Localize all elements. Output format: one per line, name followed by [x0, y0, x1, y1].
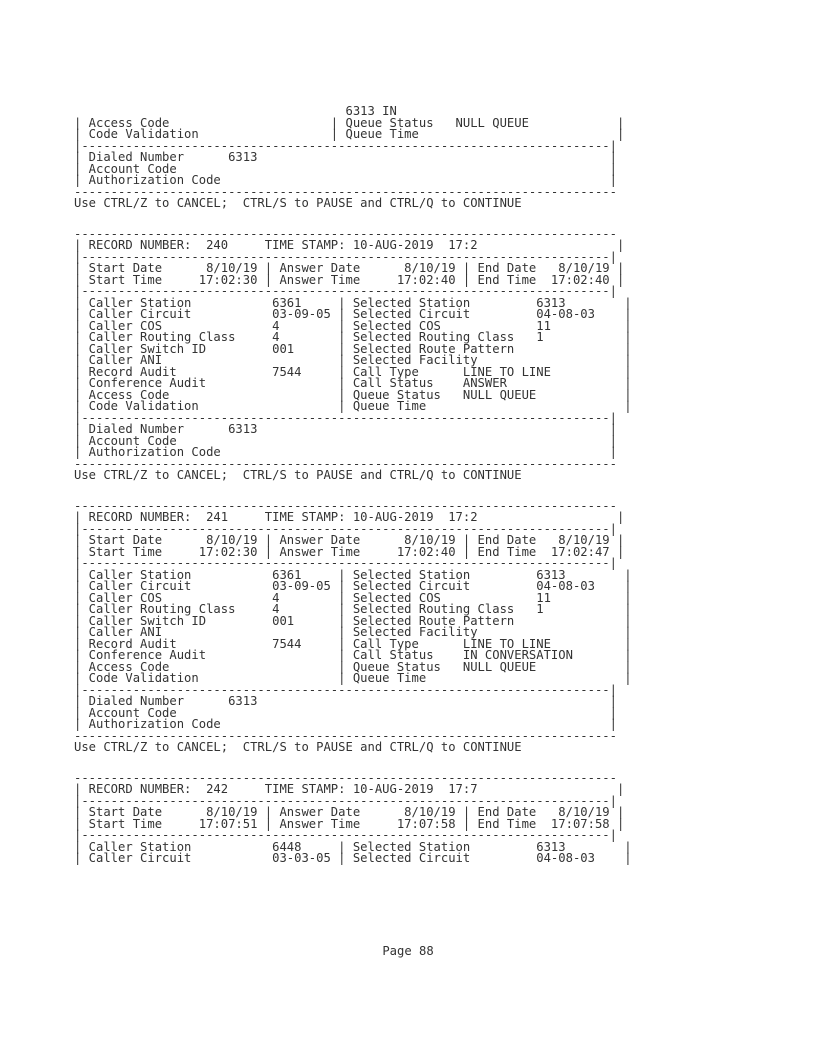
- ctrl-instructions: Use CTRL/Z to CANCEL; CTRL/S to PAUSE and CTRL/Q to CONTINUE: [74, 468, 522, 482]
- call-record-241: -------------------------------------------------------------------------- | RECORD NUMBER: 241 TIME STAMP: 10-AUG-2019 17:2 | |------------------------------------------------------------------------| | Start Date 8/10/19 | Answer Date 8/10/19 | End Date 8/10/19 | | Start Time 17:02:30 | Answer Time 17:02:40 | End Time 17:02:47 | |------------------------------------------------------------------------| | Caller Station 6361 | Selected Station 6313 | | Caller Circuit 03-09-05 | Selected Circuit 04-08-03 | | Caller COS 4 | Selected COS 11 | | Caller Routing Class 4 | Selected Routing Class 1 | | Caller Switch ID 001 | Selected Route Pattern | | Caller ANI | Selected Facility | | Record Audit 7544 | Call Type LINE TO LINE | | Conference Audit | Call Status IN CONVERSATION | | Access Code | Queue Status NULL QUEUE | | Code Validation | Queue Time | |------------------------------------------------------------------------| | Dialed Number 6313 | | Account Code | | Authorization Code | --------------------------------------------------------------------------: [74, 498, 632, 743]
- page-number: Page 88: [382, 944, 434, 958]
- call-record-240: -------------------------------------------------------------------------- | RECORD NUMBER: 240 TIME STAMP: 10-AUG-2019 17:2 | |------------------------------------------------------------------------| | Start Date 8/10/19 | Answer Date 8/10/19 | End Date 8/10/19 | | Start Time 17:02:30 | Answer Time 17:02:40 | End Time 17:02:40 | |------------------------------------------------------------------------| | Caller Station 6361 | Selected Station 6313 | | Caller Circuit 03-09-05 | Selected Circuit 04-08-03 | | Caller COS 4 | Selected COS 11 | | Caller Routing Class 4 | Selected Routing Class 1 | | Caller Switch ID 001 | Selected Route Pattern | | Caller ANI | Selected Facility | | Record Audit 7544 | Call Type LINE TO LINE | | Conference Audit | Call Status ANSWER | | Access Code | Queue Status NULL QUEUE | | Code Validation | Queue Time | |------------------------------------------------------------------------| | Dialed Number 6313 | | Account Code | | Authorization Code | --------------------------------------------------------------------------: [74, 226, 632, 471]
- ctrl-instructions: Use CTRL/Z to CANCEL; CTRL/S to PAUSE and CTRL/Q to CONTINUE: [74, 196, 522, 210]
- call-record-242: -------------------------------------------------------------------------- | RECORD NUMBER: 242 TIME STAMP: 10-AUG-2019 17:7 | |------------------------------------------------------------------------| | Start Date 8/10/19 | Answer Date 8/10/19 | End Date 8/10/19 | | Start Time 17:07:51 | Answer Time 17:07:58 | End Time 17:07:58 | |------------------------------------------------------------------------| | Caller Station 6448 | Selected Station 6313 | | Caller Circuit 03-03-05 | Selected Circuit 04-08-03 |: [74, 770, 632, 865]
- continued-record: 6313 IN | Access Code | Queue Status NULL QUEUE | | Code Validation | Queue Time | |------------------------------------------------------------------------| | Dialed Number 6313 | | Account Code | | Authorization Code | --------------------------------------------------------------------------: [74, 104, 625, 199]
- printout: [74, 106, 734, 865]
- ctrl-instructions: Use CTRL/Z to CANCEL; CTRL/S to PAUSE and CTRL/Q to CONTINUE: [74, 740, 522, 754]
